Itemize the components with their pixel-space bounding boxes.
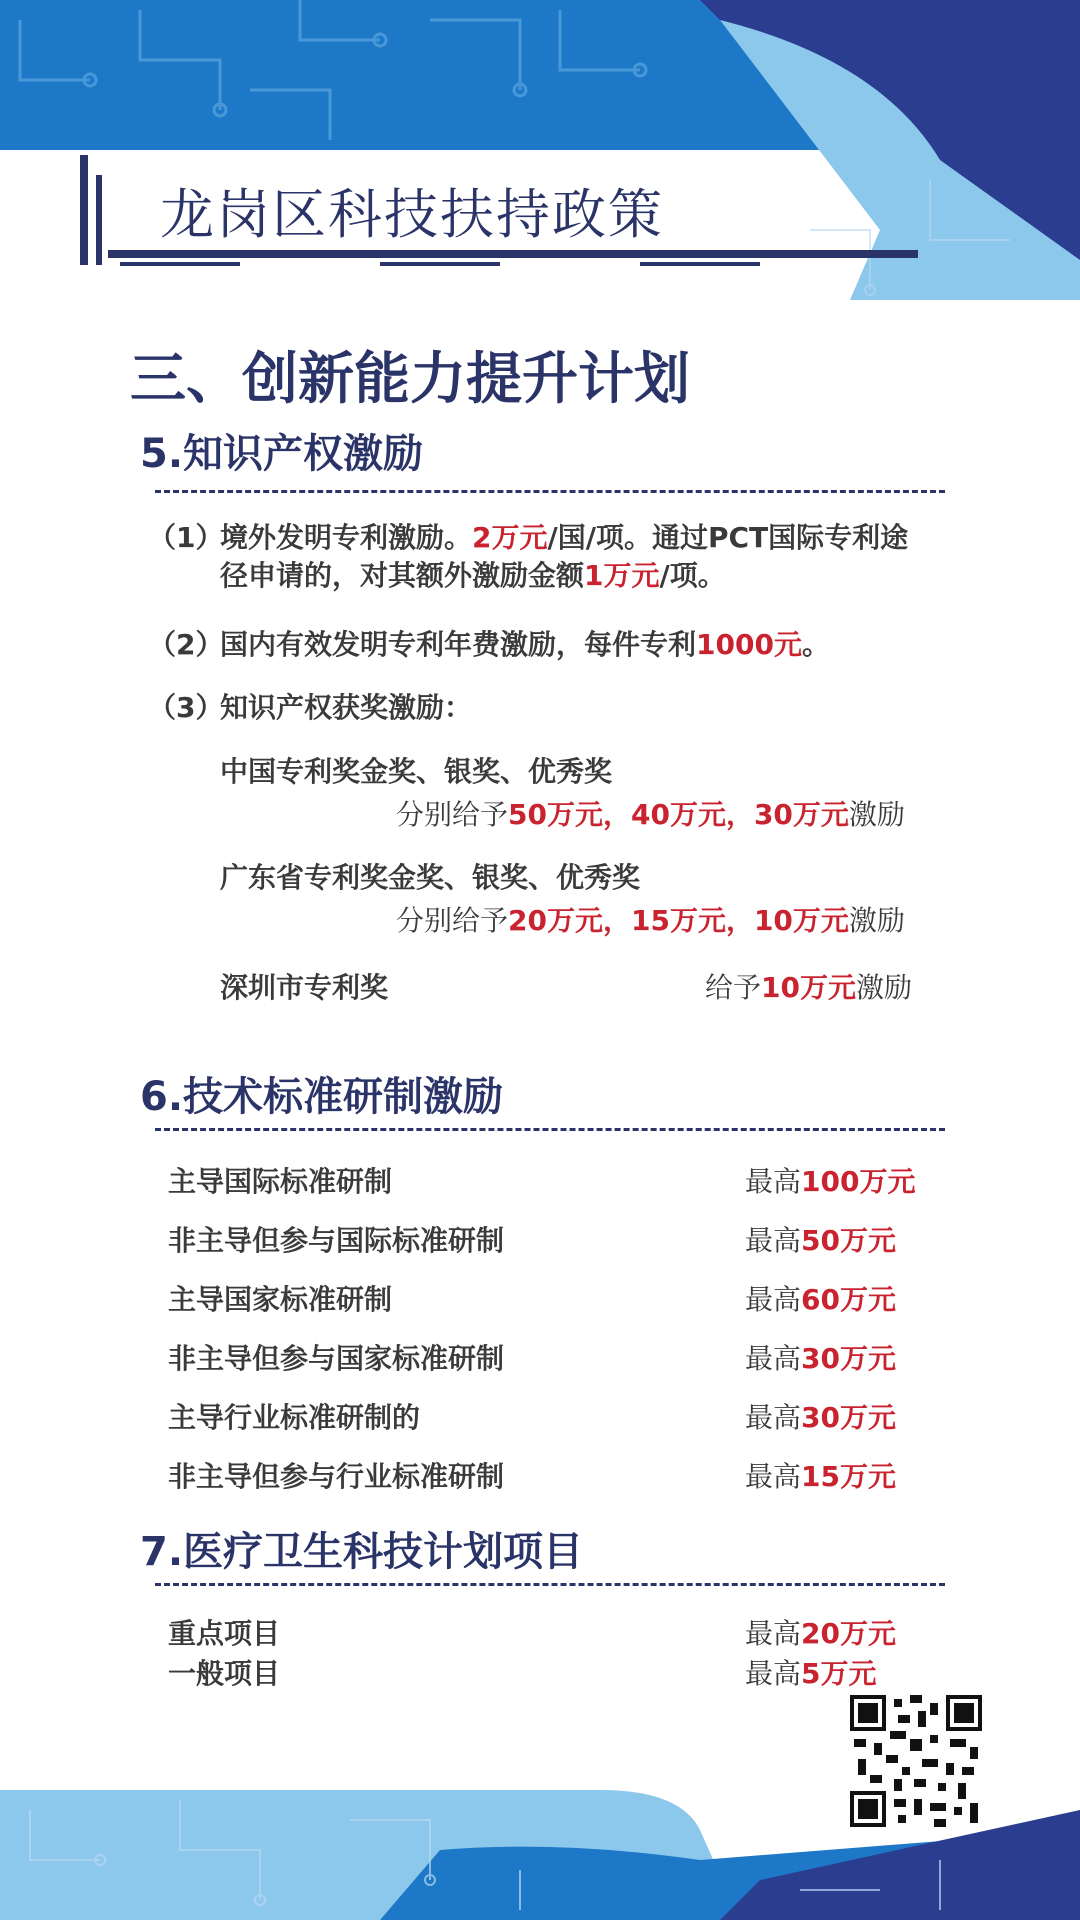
- row-label: 一般项目: [168, 1657, 281, 1690]
- award1-amounts: 50万元，40万元，30万元: [508, 798, 849, 831]
- subheading-medical: 7.医疗卫生科技计划项目: [140, 1529, 584, 1575]
- row-amount: [745, 1160, 915, 1200]
- divider: [155, 1583, 945, 1586]
- award1-pre: 分别给予: [396, 798, 509, 831]
- amount-prefix: 最高: [745, 1617, 802, 1650]
- amount-value: 60万元: [801, 1283, 896, 1316]
- row-label: 主导行业标准研制的: [168, 1401, 421, 1434]
- footer-background: [0, 1790, 1080, 1920]
- item1-extra-amount: 1万元: [584, 559, 660, 592]
- item1-text-c: 径申请的，对其额外激励金额: [220, 559, 585, 592]
- item2-amount: 1000元: [696, 628, 802, 661]
- item1-number: （1）: [148, 521, 224, 554]
- item1-text-a: 境外发明专利激励。: [220, 521, 473, 554]
- award2-amounts: 20万元，15万元，10万元: [508, 904, 849, 937]
- item3-number: （3）: [148, 691, 224, 724]
- row-label: 重点项目: [168, 1617, 281, 1650]
- amount-value: 100万元: [801, 1165, 916, 1198]
- award3-pre: 给予: [705, 971, 762, 1004]
- amount-prefix: 最高: [745, 1283, 802, 1316]
- row-amount: [745, 1219, 896, 1259]
- amount-value: 20万元: [801, 1617, 896, 1650]
- amount-prefix: 最高: [745, 1224, 802, 1257]
- award1-name: 中国专利奖金奖、银奖、优秀奖: [220, 755, 613, 788]
- row-label: 非主导但参与国际标准研制: [168, 1224, 505, 1257]
- row-label: 主导国际标准研制: [168, 1165, 393, 1198]
- item3-text: 知识产权获奖激励：: [220, 691, 473, 724]
- item2-line: [220, 625, 830, 665]
- row-amount: [745, 1612, 896, 1652]
- subheading-ip-incentive: 5.知识产权激励: [140, 431, 424, 477]
- row-amount: [745, 1455, 896, 1495]
- award3-post: 激励: [855, 971, 912, 1004]
- row-amount: [745, 1652, 877, 1692]
- award1-post: 激励: [848, 798, 905, 831]
- subheading-standards: 6.技术标准研制激励: [140, 1074, 504, 1120]
- award2-post: 激励: [848, 904, 905, 937]
- amount-prefix: 最高: [745, 1165, 802, 1198]
- item2-number: （2）: [148, 628, 224, 661]
- amount-value: 30万元: [801, 1401, 896, 1434]
- amount-prefix: 最高: [745, 1342, 802, 1375]
- divider: [155, 490, 945, 493]
- amount-prefix: 最高: [745, 1401, 802, 1434]
- item2-text: 国内有效发明专利年费激励，每件专利: [220, 628, 697, 661]
- item1-text-d: /项。: [659, 559, 726, 592]
- row-amount: [745, 1278, 896, 1318]
- award3-detail: [705, 968, 912, 1008]
- award3-amount: 10万元: [761, 971, 856, 1004]
- row-label: 主导国家标准研制: [168, 1283, 393, 1316]
- amount-value: 50万元: [801, 1224, 896, 1257]
- divider: [155, 1128, 945, 1131]
- amount-value: 15万元: [801, 1460, 896, 1493]
- item2-period: 。: [801, 628, 830, 661]
- award1-detail: [396, 795, 905, 835]
- row-amount: [745, 1396, 896, 1436]
- amount-value: 5万元: [801, 1657, 877, 1690]
- award2-pre: 分别给予: [396, 904, 509, 937]
- award2-detail: [396, 901, 905, 941]
- award3-name: 深圳市专利奖: [220, 971, 389, 1004]
- amount-value: 30万元: [801, 1342, 896, 1375]
- amount-prefix: 最高: [745, 1657, 802, 1690]
- item1-line2: [220, 556, 726, 596]
- item1-amount: 2万元: [472, 521, 548, 554]
- row-label: 非主导但参与国家标准研制: [168, 1342, 505, 1375]
- item1-line1: [220, 518, 908, 558]
- item1-text-b: /国/项。通过PCT国际专利途: [547, 521, 909, 554]
- row-amount: [745, 1337, 896, 1377]
- award2-name: 广东省专利奖金奖、银奖、优秀奖: [220, 861, 641, 894]
- page-title: 龙岗区科技扶持政策: [160, 183, 664, 246]
- amount-prefix: 最高: [745, 1460, 802, 1493]
- row-label: 非主导但参与行业标准研制: [168, 1460, 505, 1493]
- section-heading: 三、创新能力提升计划: [130, 347, 690, 412]
